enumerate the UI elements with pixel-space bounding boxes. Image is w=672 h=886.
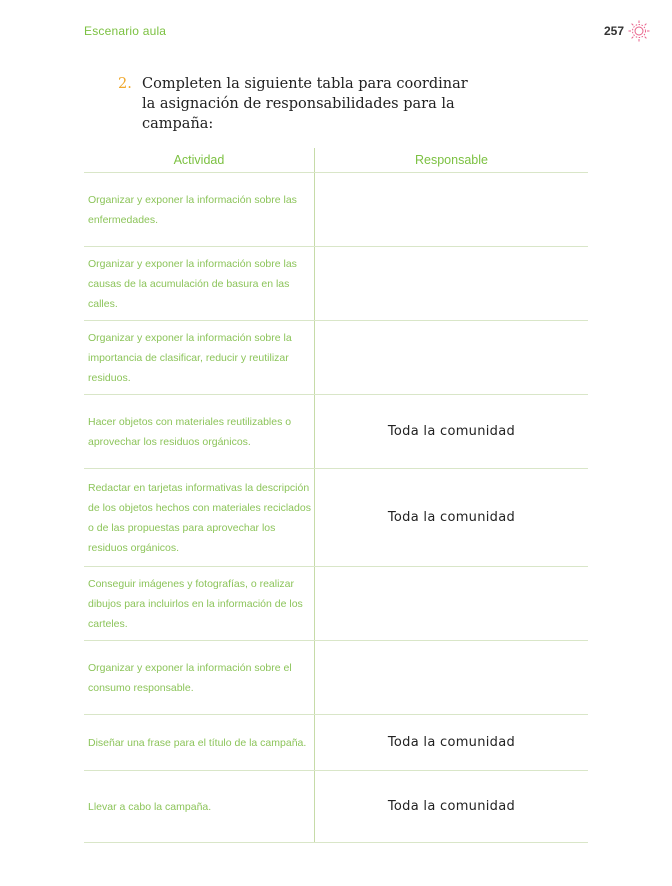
page-number: 257 xyxy=(603,24,624,38)
table-row xyxy=(84,567,588,641)
instruction xyxy=(118,74,478,134)
activity-cell: Llevar a cabo la campaña. xyxy=(84,771,314,843)
activity-header: Actividad xyxy=(84,148,314,173)
activity-cell: Organizar y exponer la información sobre la importancia de clasificar, reducir y reutilizar residuos. xyxy=(84,321,314,395)
activity-cell: Diseñar una frase para el título de la campaña. xyxy=(84,715,314,771)
instruction-text: Completen la siguiente tabla para coordinar la asignación de responsabilidades para la campaña: xyxy=(142,76,468,132)
table-row xyxy=(84,469,588,567)
activity-cell: Organizar y exponer la información sobre las causas de la acumulación de basura en las calles. xyxy=(84,247,314,321)
table-row xyxy=(84,641,588,715)
responsible-cell[interactable] xyxy=(314,247,588,321)
responsible-cell[interactable]: Toda la comunidad xyxy=(314,771,588,843)
sun-icon xyxy=(628,20,650,42)
responsible-cell[interactable]: Toda la comunidad xyxy=(314,395,588,469)
table-row xyxy=(84,321,588,395)
instruction-number: 2. xyxy=(118,76,132,92)
table-row xyxy=(84,173,588,247)
activity-cell: Conseguir imágenes y fotografías, o realizar dibujos para incluirlos en la información de los carteles. xyxy=(84,567,314,641)
table-row xyxy=(84,395,588,469)
table-header-row xyxy=(84,148,588,173)
activity-cell: Organizar y exponer la información sobre las enfermedades. xyxy=(84,173,314,247)
section-header: Escenario aula xyxy=(84,24,167,38)
responsible-cell[interactable] xyxy=(314,321,588,395)
responsible-cell[interactable] xyxy=(314,641,588,715)
responsible-header: Responsable xyxy=(314,148,588,173)
table-row xyxy=(84,247,588,321)
responsible-cell[interactable] xyxy=(314,173,588,247)
responsible-cell[interactable]: Toda la comunidad xyxy=(314,469,588,567)
table-row xyxy=(84,771,588,843)
responsibility-table xyxy=(84,148,588,843)
activity-cell: Organizar y exponer la información sobre el consumo responsable. xyxy=(84,641,314,715)
activity-cell: Redactar en tarjetas informativas la descripción de los objetos hechos con materiales reciclados o de las propuestas para aprovechar los residuos orgánicos. xyxy=(84,469,314,567)
table-row xyxy=(84,715,588,771)
activity-cell: Hacer objetos con materiales reutilizables o aprovechar los residuos orgánicos. xyxy=(84,395,314,469)
responsible-cell[interactable]: Toda la comunidad xyxy=(314,715,588,771)
responsible-cell[interactable] xyxy=(314,567,588,641)
